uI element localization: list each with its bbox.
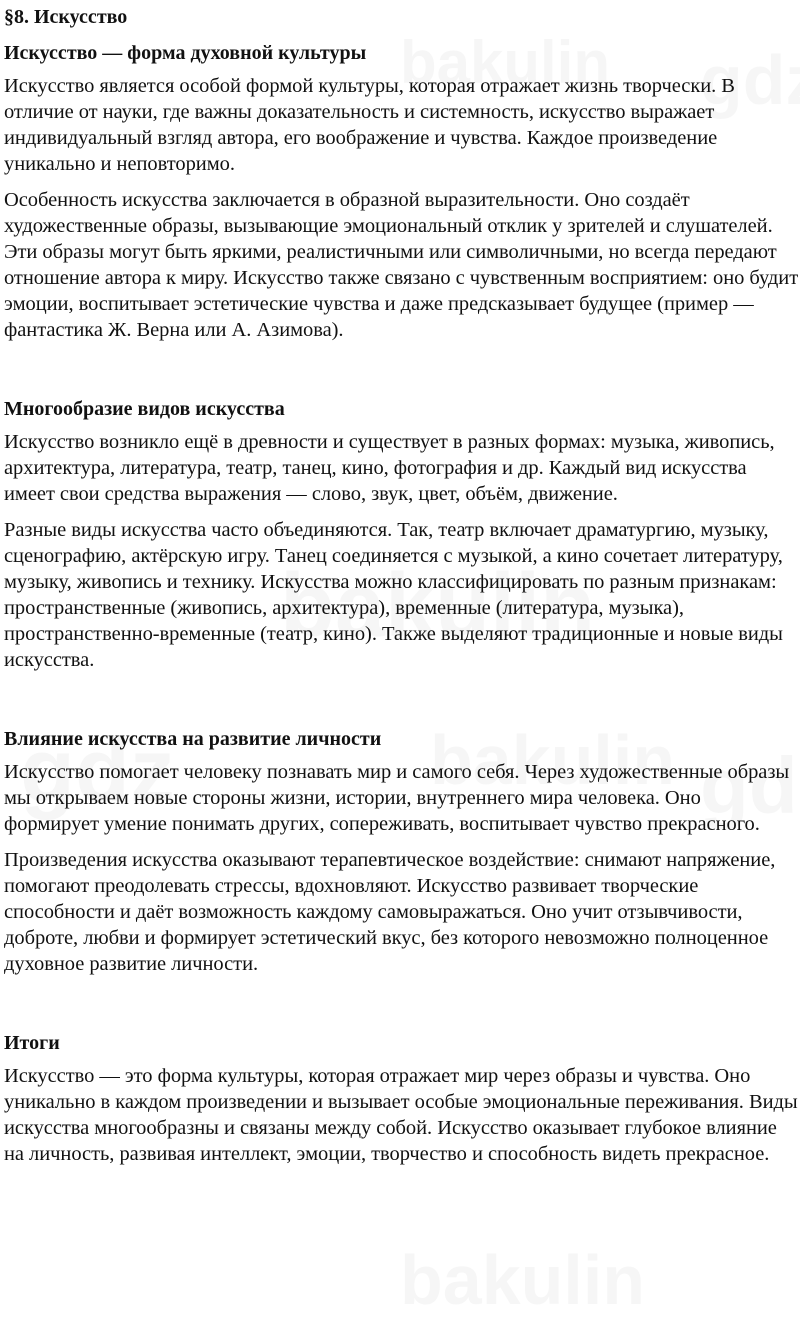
section-heading: Влияние искусства на развитие личности xyxy=(4,728,382,750)
paragraph: Искусство помогает человеку познавать мир и самого себя. Через художественные образы мы открываем новые стороны жизни, истории, внутреннего мира человека. Оно формирует умение понимать других, сопереживать, воспитывает чувство прекрасного. xyxy=(4,761,790,835)
paragraph: Искусство возникло ещё в древности и существует в разных формах: музыка, живопись, архитектура, литература, театр, танец, кино, фотография и др. Каждый вид искусства имеет свои средства выражения — слово, звук, цвет, объём, движение. xyxy=(4,431,775,505)
section-heading: Искусство — форма духовной культуры xyxy=(4,42,367,64)
paragraph: Особенность искусства заключается в образной выразительности. Оно создаёт художественные образы, вызывающие эмоциональный отклик у зрителей и слушателей. Эти образы могут быть яркими, реалистичными или символичными, но всегда передают отношение автора к миру. Искусство также связано с чувственным восприятием: оно будит эмоции, воспитывает эстетические чувства и даже предсказывает будущее (пример — фантастика Ж. Верна или А. Азимова). xyxy=(4,189,799,341)
paragraph: Разные виды искусства часто объединяются. Так, театр включает драматургию, музыку, сценографию, актёрскую игру. Танец соединяется с музыкой, а кино сочетает литературу, музыку, живопись и технику. Искусства можно классифицировать по разным признакам: пространственные (живопись, архитектура), временные (литература, музыка), пространственно-временные (театр, кино). Также выделяют традиционные и новые виды искусства. xyxy=(4,519,783,671)
paragraph: Искусство — это форма культуры, которая отражает мир через образы и чувства. Оно уникально в каждом произведении и вызывает особые эмоциональные переживания. Виды искусства многообразны и связаны между собой. Искусство оказывает глубокое влияние на личность, развивая интеллект, эмоции, творчество и способность видеть прекрасное. xyxy=(4,1065,798,1165)
section-heading: Итоги xyxy=(4,1032,60,1054)
page-title: §8. Искусство xyxy=(4,6,128,28)
paragraph: Произведения искусства оказывают терапевтическое воздействие: снимают напряжение, помогают преодолевать стрессы, вдохновляют. Искусство развивает творческие способности и даёт возможность каждому самовыражаться. Оно учит отзывчивости, доброте, любви и формирует эстетический вкус, без которого невозможно полноценное духовное развитие личности. xyxy=(4,849,776,975)
section-heading: Многообразие видов искусства xyxy=(4,398,285,420)
paragraph: Искусство является особой формой культуры, которая отражает жизнь творчески. В отличие от науки, где важны доказательность и системность, искусство выражает индивидуальный взгляд автора, его воображение и чувства. Каждое произведение уникально и неповторимо. xyxy=(4,75,735,175)
watermark-text xyxy=(400,1240,645,1320)
